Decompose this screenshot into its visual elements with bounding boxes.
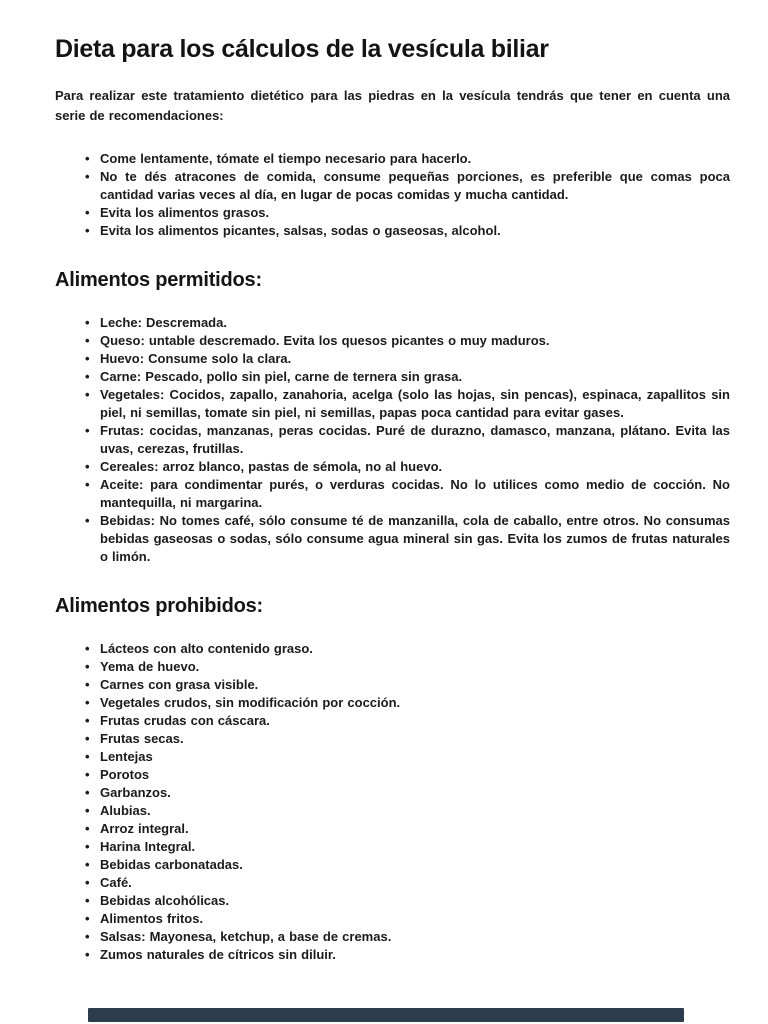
list-item: • Vegetales crudos, sin modificación por cocción. (100, 694, 730, 712)
list-item: • Alubias. (100, 802, 730, 820)
list-item: • Carne: Pescado, pollo sin piel, carne de ternera sin grasa. (100, 368, 730, 386)
list-item: • Evita los alimentos grasos. (100, 204, 730, 222)
list-item: • Cereales: arroz blanco, pastas de sémola, no al huevo. (100, 458, 730, 476)
list-item: • Frutas crudas con cáscara. (100, 712, 730, 730)
list-item: • Café. (100, 874, 730, 892)
list-item: • Bebidas carbonatadas. (100, 856, 730, 874)
list-item: • Frutas: cocidas, manzanas, peras cocidas. Puré de durazno, damasco, manzana, plátano. Evita las uvas, cerezas, frutillas. (100, 422, 730, 458)
list-item: • Frutas secas. (100, 730, 730, 748)
list-item: • Come lentamente, tómate el tiempo necesario para hacerlo. (100, 150, 730, 168)
list-item: • Bebidas: No tomes café, sólo consume té de manzanilla, cola de caballo, entre otros. No consumas bebidas gaseosas o sodas, sólo consume agua mineral sin gas. Evita los zumos de frutas naturales o limón. (100, 512, 730, 566)
list-item: • Carnes con grasa visible. (100, 676, 730, 694)
list-item: • Porotos (100, 766, 730, 784)
list-item: • Alimentos fritos. (100, 910, 730, 928)
list-item: • No te dés atracones de comida, consume pequeñas porciones, es preferible que comas poca cantidad varias veces al día, en lugar de pocas comidas y mucha cantidad. (100, 168, 730, 204)
prohibited-foods-list (55, 640, 730, 964)
section-heading-prohibidos: Alimentos prohibidos: (55, 595, 264, 617)
recommendations-list (55, 150, 730, 240)
list-item: • Leche: Descremada. (100, 314, 730, 332)
list-item: • Harina Integral. (100, 838, 730, 856)
list-item: • Garbanzos. (100, 784, 730, 802)
section-heading-permitidos: Alimentos permitidos: (55, 269, 262, 291)
list-item: • Arroz integral. (100, 820, 730, 838)
list-item: • Salsas: Mayonesa, ketchup, a base de cremas. (100, 928, 730, 946)
list-item: • Vegetales: Cocidos, zapallo, zanahoria, acelga (solo las hojas, sin pencas), espinaca, zapallitos sin piel, ni semillas, tomate sin piel, ni semillas, papas poca cantidad para evitar gases. (100, 386, 730, 422)
intro-paragraph: Para realizar este tratamiento dietético para las piedras en la vesícula tendrás que tener en cuenta una serie de recomendaciones: (55, 88, 730, 123)
list-item: • Yema de huevo. (100, 658, 730, 676)
list-item: • Aceite: para condimentar purés, o verduras cocidas. No lo utilices como medio de cocción. No mantequilla, ni margarina. (100, 476, 730, 512)
permitted-foods-list (55, 314, 730, 566)
list-item: • Bebidas alcohólicas. (100, 892, 730, 910)
list-item: • Zumos naturales de cítricos sin diluir. (100, 946, 730, 964)
next-page-edge-bar (88, 1008, 684, 1022)
list-item: • Lentejas (100, 748, 730, 766)
list-item: • Huevo: Consume solo la clara. (100, 350, 730, 368)
list-item: • Evita los alimentos picantes, salsas, sodas o gaseosas, alcohol. (100, 222, 730, 240)
list-item: • Queso: untable descremado. Evita los quesos picantes o muy maduros. (100, 332, 730, 350)
page-title: Dieta para los cálculos de la vesícula biliar (55, 35, 549, 63)
list-item: • Lácteos con alto contenido graso. (100, 640, 730, 658)
